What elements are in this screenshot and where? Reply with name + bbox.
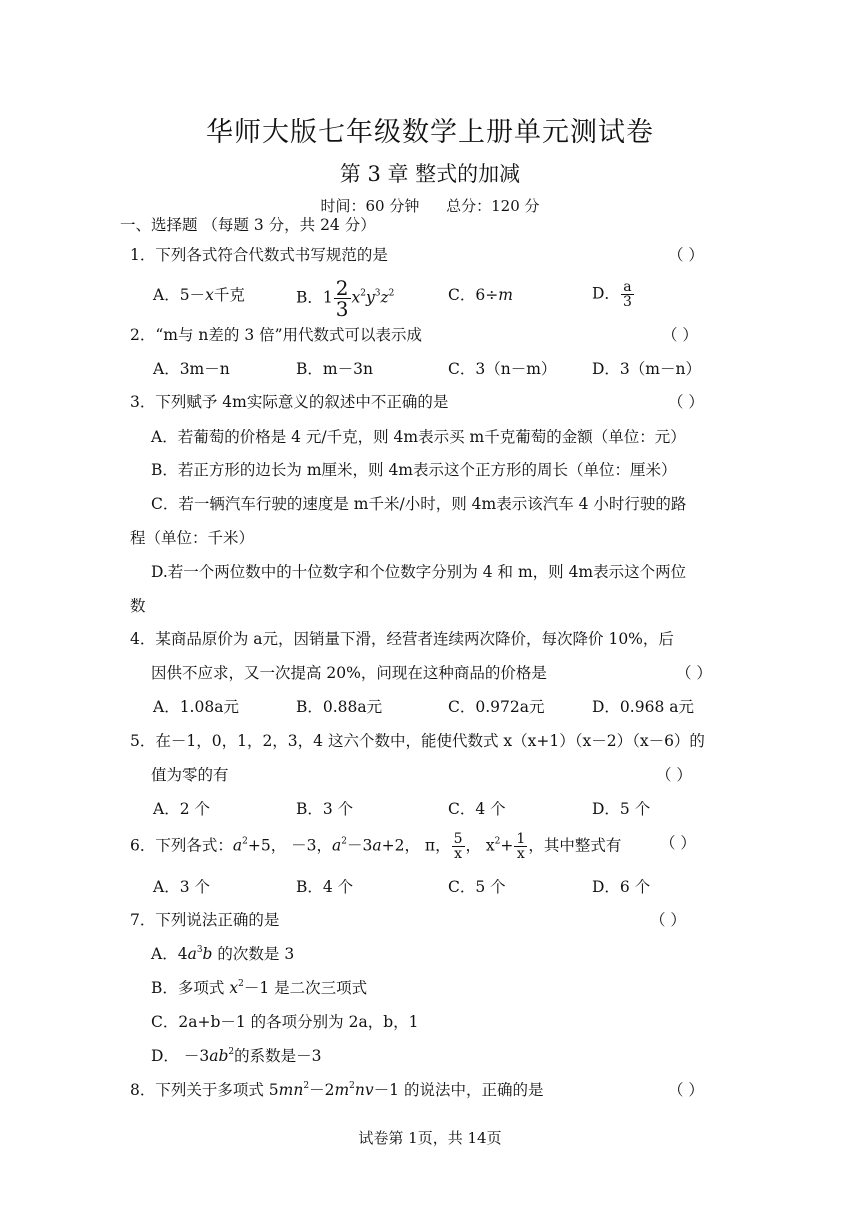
q2-option-b: B．m－3n [296,360,373,378]
q3-option-c-line1: C．若一辆汽车行驶的速度是 m千米/小时，则 4m表示该汽车 4 小时行驶的路 [151,495,687,513]
q8-stem-tail: 的说法中，正确的是 [403,1081,544,1099]
q1-option-b-num: 2 [335,276,349,300]
q5-stem-line2: 值为零的有 [151,766,229,784]
q4-option-b: B．0.88a元 [296,698,383,716]
q1-option-b: B．1 $\frac{2}{3}$ $x^2y^3z^2$ [296,276,395,321]
q5-option-a: A．2 个 [153,800,210,818]
q3-option-b: B．若正方形的边长为 m厘米，则 4m表示这个正方形的周长（单位：厘米） [151,461,677,479]
q4-option-d: D．0.968 a元 [592,698,694,716]
q5-stem-line1: 5．在－1，0，1，2，3，4 这六个数中，能使代数式 x（x+1）（x－2）（x－6）的 [130,732,705,750]
page-footer: 试卷第 1页，共 14页 [358,1129,502,1147]
q2-option-d: D．3（m－n） [592,360,701,378]
q1-option-d-text: D． [592,284,620,303]
q7-option-d: D． $-3ab^2$的系数是－3 [151,1047,322,1065]
q6-fraction-5-over-x [452,832,465,861]
q5-answer-paren: （ ） [656,766,692,784]
q4-answer-paren: （ ） [676,664,712,682]
section-heading: 一、选择题 （每题 3 分，共 24 分） [120,216,376,234]
q5-option-c: C．4 个 [448,800,506,818]
q1-option-a [153,284,245,306]
exam-meta [0,195,860,216]
q1-option-a-tail: 千克 [213,286,245,304]
q1-option-d-den: 3 [622,294,632,310]
q6-option-d: D．6 个 [592,878,651,896]
q3-option-a: A．若葡萄的价格是 4 元/千克，则 4m表示买 m千克葡萄的金额（单位：元） [151,428,686,446]
q6-stem: 6．下列各式：$a^2+5$， －3，$a^2-3a+2$， π， $\frac{5}{x}$ ， $x^2+$ $\frac{1}{x}$ ，其中整式有 [130,831,622,862]
q4-option-c: C．0.972a元 [448,698,545,716]
q4-stem-line2: 因供不应求，又一次提高 20%，问现在这种商品的价格是 [151,664,547,682]
q6-fraction-1-over-x [514,832,527,861]
q6-option-c: C．5 个 [448,878,506,896]
q1-option-b-fraction [334,278,351,319]
q2-answer-paren: （ ） [662,326,698,344]
q4-stem-line1: 4．某商品原价为 a元，因销量下滑，经营者连续两次降价，每次降价 10%，后 [130,630,674,648]
q3-stem: 3．下列赋予 4m实际意义的叙述中不正确的是 [130,393,449,411]
q1-option-b-den: 3 [335,297,349,321]
q2-stem: 2．“m与 n差的 3 倍”用代数式可以表示成 [130,326,423,344]
q7-stem: 7．下列说法正确的是 [130,911,280,929]
q6-frac1-den: x [454,846,462,862]
q1-option-c-text: C．6÷ [448,286,499,304]
q3-option-c-line2: 程（单位：千米） [130,529,255,547]
q6-option-b: B．4 个 [296,878,354,896]
q1-option-b-prefix: B．1 [296,288,333,307]
q7-option-a: A．$4a^3b$ 的次数是 3 [151,945,295,963]
q1-option-d-fraction [621,280,634,309]
q7-answer-paren: （ ） [650,911,686,929]
q3-option-d-line1: D.若一个两位数中的十位数字和个位数字分别为 4 和 m，则 4m表示这个两位 [151,563,687,581]
q2-option-a: A．3m－n [153,360,230,378]
chapter-subtitle: 第 3 章 整式的加减 [339,162,521,186]
q8-answer-paren: （ ） [668,1081,704,1099]
exam-time: 时间：60 分钟 [320,197,420,215]
q5-option-d: D．5 个 [592,800,651,818]
q6-option-a: A．3 个 [153,878,210,896]
q6-frac2-den: x [516,846,525,862]
q6-stem-prefix: 6．下列各式： [130,836,233,855]
q1-option-d [592,280,635,309]
page-title: 华师大版七年级数学上册单元测试卷 [206,117,654,148]
q4-option-a: A．1.08a元 [153,698,239,716]
q1-option-c [448,284,513,306]
q6-answer-paren: （ ） [660,834,696,852]
q3-option-d-line2: 数 [130,597,146,615]
q3-answer-paren: （ ） [668,393,704,411]
q6-stem-suffix: ，其中整式有 [528,836,622,855]
q1-option-c-var: m [498,286,513,304]
q5-option-b: B．3 个 [296,800,354,818]
q6-frac2-num: 1 [516,831,526,847]
q8-stem: 8．下列关于多项式 $5mn^2-2m^2nv-1$ 的说法中，正确的是 [130,1081,544,1099]
q2-option-c: C．3（n－m） [448,360,557,378]
q1-answer-paren: （ ） [668,246,704,264]
q7-option-b: B．多项式 $x^2-1$ 是二次三项式 [151,979,368,997]
q1-stem: 1．下列各式符合代数式书写规范的是 [130,246,388,264]
q7-option-c: C．2a+b－1 的各项分别为 2a，b，1 [151,1013,419,1031]
q1-option-a-text: A．5－ [153,286,206,304]
exam-score: 总分：120 分 [446,197,540,215]
q6-frac1-num: 5 [453,831,463,847]
q1-option-a-var: x [205,286,214,304]
q1-option-d-num: a [621,280,634,295]
